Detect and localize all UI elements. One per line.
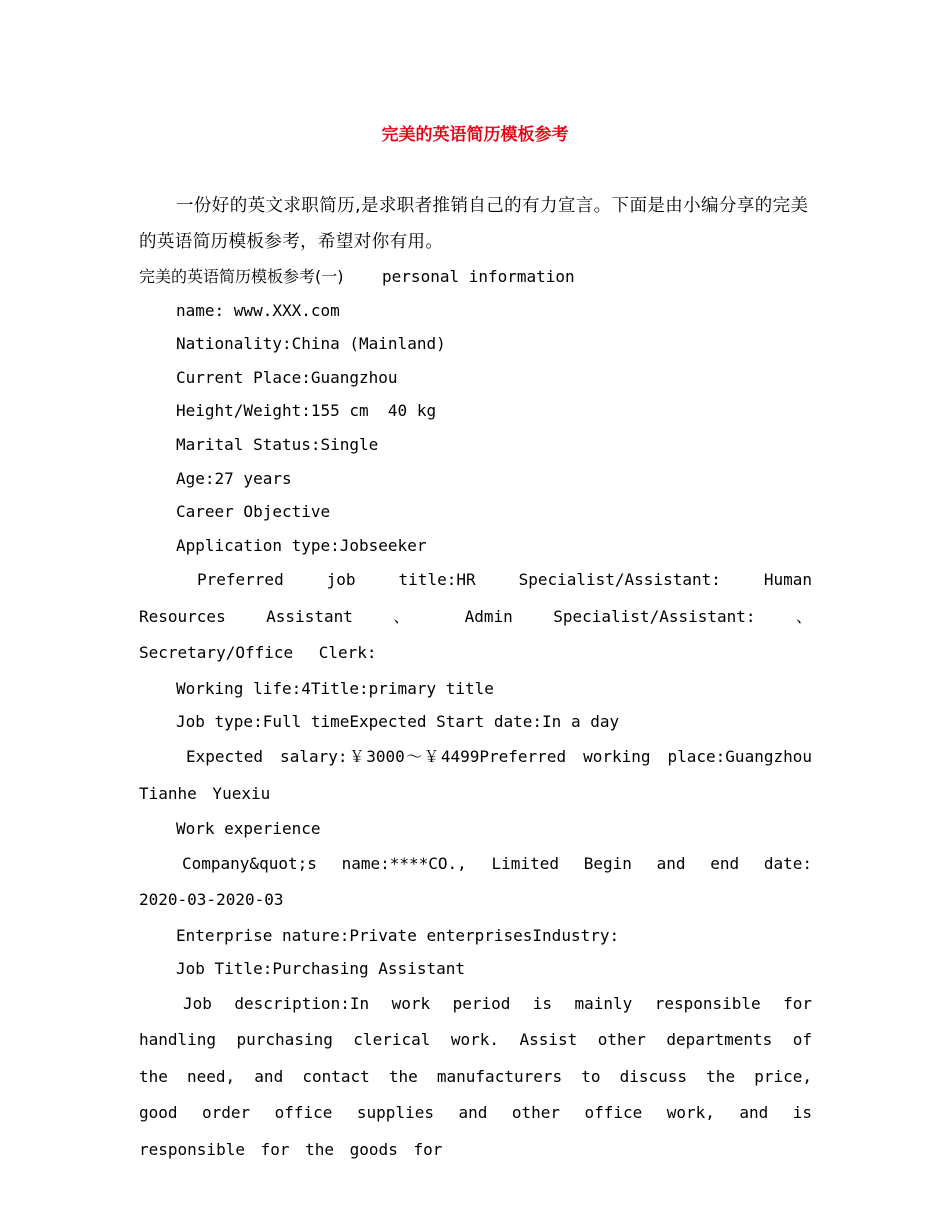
work-experience-heading: Work experience	[176, 819, 321, 839]
application-type-line: Application type:Jobseeker	[176, 535, 427, 555]
enterprise-nature-line: Enterprise nature:Private enterprisesIndustry:	[176, 925, 620, 945]
job-description-paragraph: Job description:In work period is mainly responsible for handling purchasing clerical work. Assist other departments of the need, and contact the manufacturers to discuss the price, good order office supplies and other office work, and is responsible for the goods for	[139, 993, 812, 1159]
intro-paragraph: 一份好的英文求职简历,是求职者推销自己的有力宣言。下面是由小编分享的完美的英语简历模板参考，希望对你有用。	[139, 196, 809, 252]
working-life-line: Working life:4Title:primary title	[176, 678, 494, 698]
age-line: Age:27 years	[176, 468, 292, 488]
expected-salary-paragraph: Expected salary:￥3000～￥4499Preferred working place:Guangzhou Tianhe Yuexiu	[139, 747, 812, 803]
nationality-line: Nationality:China (Mainland)	[176, 334, 446, 354]
current-place-line: Current Place:Guangzhou	[176, 367, 398, 387]
name-line: name: www.XXX.com	[176, 300, 340, 320]
preferred-job-title-paragraph: Preferred job title:HR Specialist/Assistant: Human Resources Assistant 、 Admin Specialist/Assistant: 、 Secretary/Office Clerk:	[139, 570, 812, 663]
height-weight-line: Height/Weight:155 cm 40 kg	[176, 401, 437, 421]
section-heading	[139, 260, 812, 294]
career-objective-heading: Career Objective	[176, 502, 331, 522]
section-heading-suffix: personal information	[343, 267, 575, 286]
document-title: 完美的英语简历模板参考	[381, 125, 569, 145]
document-body	[139, 188, 812, 1168]
marital-status-line: Marital Status:Single	[176, 434, 379, 454]
section-heading-title: 完美的英语简历模板参考(一)	[139, 267, 344, 286]
job-title-line: Job Title:Purchasing Assistant	[176, 959, 465, 979]
job-type-line: Job type:Full timeExpected Start date:In a day	[176, 712, 620, 732]
company-name-paragraph: Company&quot;s name:****CO., Limited Begin and end date: 2020-03-2020-03	[139, 853, 812, 910]
